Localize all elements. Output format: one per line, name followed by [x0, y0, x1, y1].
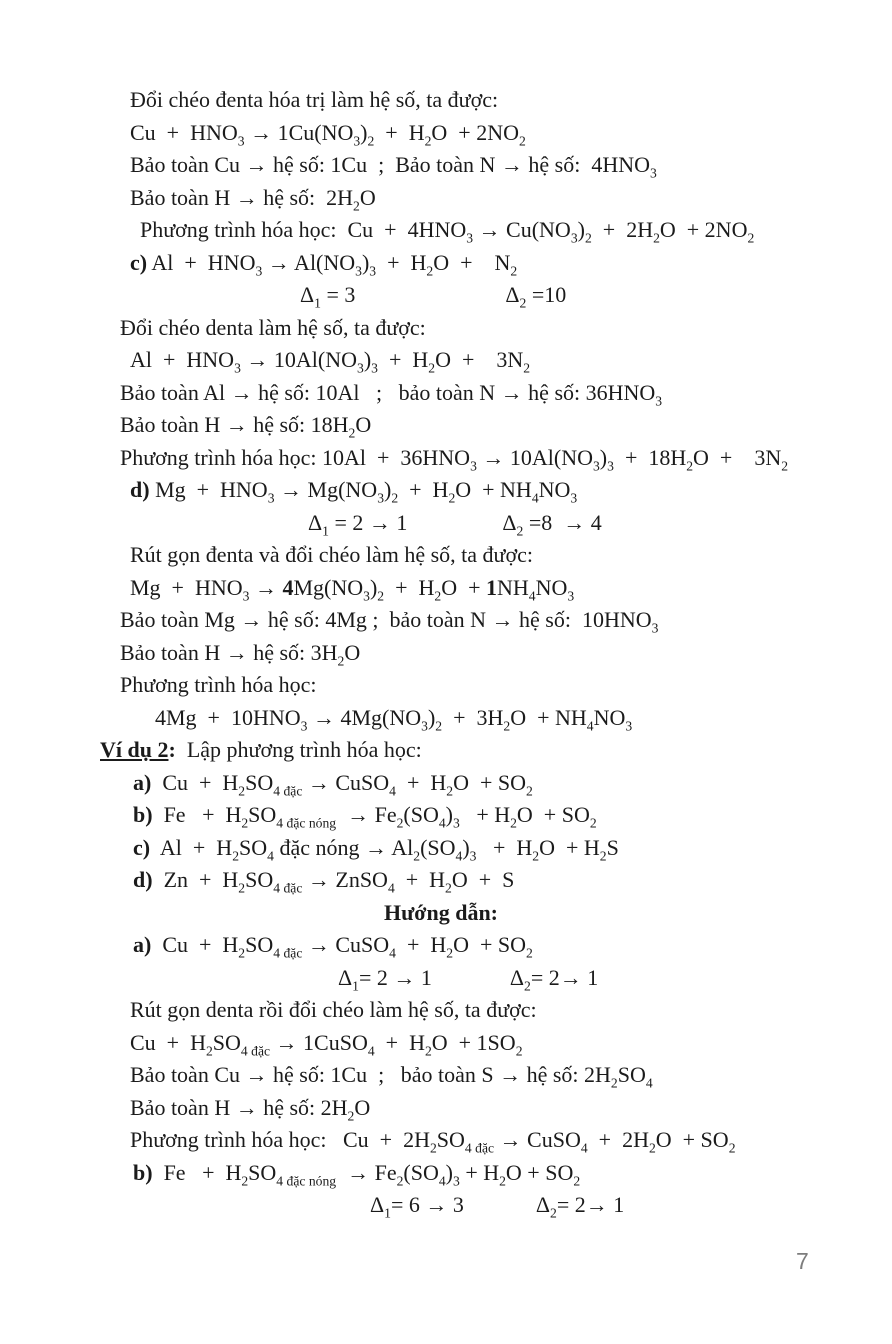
subscript-text: 2 — [516, 522, 524, 538]
text-segment: Cu + HNO — [130, 119, 238, 145]
text-segment: → CuSO — [494, 1127, 581, 1152]
subscript-text: 4 — [389, 945, 396, 961]
text-segment: Δ — [505, 282, 520, 307]
page-number: 7 — [796, 1248, 809, 1274]
text-segment: + 3H — [442, 704, 504, 730]
text-segment: → CuSO — [302, 769, 390, 795]
subscript-text: 2 — [353, 197, 360, 213]
subscript-text: 2 — [434, 587, 442, 603]
subscript-text: 4 — [389, 782, 396, 798]
subscript-text: 1 — [352, 977, 359, 993]
subscript-text: 3 — [650, 165, 657, 181]
equation-line — [133, 832, 892, 865]
text-segment: = 3 — [320, 282, 356, 307]
subscript-text: 4 — [528, 587, 536, 603]
equation-label-line — [120, 669, 892, 702]
text-segment: Bảo toàn H → hệ số: 2H — [130, 184, 354, 210]
text-segment: → Fe — [336, 1159, 397, 1185]
equation-line — [133, 1157, 892, 1190]
text-segment: NO — [593, 704, 626, 730]
subscript-text: 3 — [453, 1172, 460, 1188]
text-segment: + H — [374, 1029, 425, 1055]
subscript-text: 2 — [337, 652, 345, 668]
text-segment: SO — [436, 1127, 465, 1152]
subscript-text: 4 đặc — [240, 1042, 271, 1058]
subscript-text: 4 — [367, 1042, 375, 1058]
subscript-text: 4 — [531, 490, 539, 506]
subscript-text: 2 — [524, 977, 531, 993]
balance-line — [130, 1059, 892, 1092]
subscript-text: 2 — [241, 1172, 249, 1188]
balance-line — [130, 149, 892, 182]
text-segment: + H — [394, 867, 446, 892]
subscript-text: 1 — [314, 295, 321, 311]
text-segment: + H — [459, 1159, 500, 1185]
text-segment: Δ — [535, 1192, 551, 1217]
subscript-text: 3 — [353, 132, 361, 148]
text-segment: Cu + H — [130, 1029, 206, 1055]
text-segment: Hướng dẫn: — [383, 899, 499, 925]
text-segment: : — [168, 737, 176, 762]
equation-line — [130, 474, 892, 507]
subscript-text: 3 — [242, 587, 250, 603]
subscript-text: 2 — [205, 1042, 213, 1058]
text-segment: + H — [376, 249, 427, 275]
text-segment: + H — [395, 769, 447, 795]
text-segment: Mg + HNO — [149, 477, 268, 502]
subscript-text: 2 — [348, 425, 356, 441]
subscript-text: 3 — [355, 262, 362, 278]
balance-line — [120, 637, 892, 670]
equation-line — [133, 767, 892, 800]
text-segment: a) — [133, 769, 152, 795]
text-segment: SO — [245, 769, 274, 795]
text-segment: Phương trình hóa học: Cu + 4HNO — [140, 217, 467, 242]
subscript-text: 2 — [238, 945, 246, 961]
subscript-text: 2 — [503, 717, 511, 733]
text-segment: O + H — [539, 834, 600, 860]
text-segment: O + SO — [453, 769, 527, 795]
text-segment: O — [355, 412, 372, 437]
text-segment: Rút gọn denta rồi đổi chéo làm hệ số, ta được: — [130, 997, 537, 1022]
subscript-text: 2 — [584, 230, 592, 246]
text-segment: Δ — [338, 964, 353, 990]
text-segment: → Al(NO — [262, 249, 356, 275]
text-segment: NH — [496, 574, 529, 600]
text-segment: O + 2NO — [659, 217, 748, 242]
subscript-text: 2 — [510, 262, 518, 278]
subscript-text: 3 — [625, 717, 633, 733]
text-segment: =10 — [526, 282, 567, 307]
subscript-text: 2 — [435, 717, 443, 733]
text-segment: Phương trình hóa học: 10Al + 36HNO — [120, 444, 471, 470]
text-segment: Δ — [308, 509, 323, 535]
text-segment: ) — [361, 249, 370, 275]
text-segment: O + — [441, 574, 486, 600]
example-heading — [100, 734, 892, 767]
equation-line — [130, 344, 892, 377]
text-segment: = 2→ 1 — [556, 1192, 625, 1217]
text-segment: O + S — [451, 867, 515, 892]
balance-line — [120, 377, 892, 410]
text-segment: = 6 → 3 — [390, 1192, 464, 1217]
subscript-text: 4 — [645, 1075, 653, 1091]
subscript-text: 3 — [607, 457, 614, 473]
subscript-text: 2 — [428, 360, 436, 376]
subscript-text: 2 — [347, 1107, 355, 1123]
subscript-text: 4 đặc nóng — [276, 1172, 337, 1188]
text-segment: O + SO — [453, 932, 527, 957]
subscript-text: 4 — [455, 847, 463, 863]
text-segment: O + NH — [510, 704, 587, 730]
subscript-text: 2 — [526, 782, 533, 798]
text-segment: Fe + H — [152, 802, 242, 827]
text-segment: O + 3N — [693, 444, 782, 470]
subscript-text: 2 — [446, 945, 454, 961]
subscript-text: 2 — [424, 132, 432, 148]
text-segment: Bảo toàn Cu → hệ số: 1Cu ; Bảo toàn N → hệ số: 4HNO — [130, 152, 651, 177]
text-segment: Fe + H — [152, 1159, 242, 1185]
subscript-text: 2 — [518, 132, 526, 148]
text-segment: d) — [130, 477, 150, 502]
text-segment: NO — [535, 574, 568, 600]
delta-line — [308, 507, 892, 540]
subscript-text: 2 — [781, 457, 789, 473]
subscript-text: 2 — [653, 230, 660, 246]
subscript-text: 2 — [686, 457, 694, 473]
text-segment: Al + H — [150, 834, 233, 860]
text-segment: O — [354, 1094, 371, 1120]
equation-line — [120, 442, 892, 475]
subscript-text: 4 đặc — [273, 880, 303, 896]
text-segment: SO — [245, 867, 274, 892]
text-segment: S — [606, 834, 619, 860]
text-segment: → 1Cu(NO — [244, 119, 354, 145]
text-segment: O — [344, 639, 361, 665]
text-segment: ) — [369, 574, 378, 600]
text-segment: ) — [363, 347, 372, 372]
text-segment: Bảo toàn H → hệ số: 18H — [120, 412, 349, 437]
subscript-text: 2 — [728, 1140, 736, 1156]
balance-line — [130, 1092, 892, 1125]
text-segment: O + 1SO — [431, 1029, 516, 1055]
subscript-text: 3 — [377, 490, 384, 506]
text-segment: b) — [133, 1159, 153, 1185]
text-segment: + 2H — [591, 217, 654, 242]
text-segment: SO — [248, 802, 277, 827]
subscript-text: 2 — [238, 880, 246, 896]
subscript-text: 2 — [241, 815, 249, 831]
subscript-text: 3 — [300, 717, 308, 733]
text-segment: O + SO — [516, 802, 590, 827]
text-segment: Cu + H — [151, 769, 239, 795]
text-segment: 4 — [282, 574, 294, 600]
instruction-line — [130, 84, 892, 117]
text-segment: + H — [374, 119, 425, 145]
equation-line — [133, 929, 892, 962]
balance-line — [120, 604, 892, 637]
subscript-text: 3 — [453, 815, 460, 831]
subscript-text: 3 — [469, 847, 477, 863]
subscript-text: 2 — [424, 1042, 432, 1058]
text-segment: O + SO — [655, 1127, 729, 1152]
subscript-text: 2 — [413, 847, 421, 863]
subscript-text: 2 — [510, 815, 517, 831]
text-segment: = 2 → 1 — [328, 509, 408, 535]
text-segment: + H — [395, 932, 447, 957]
text-segment: SO — [239, 834, 268, 860]
text-segment: đặc nóng → Al — [273, 834, 414, 860]
text-segment: Al + HNO — [130, 347, 235, 372]
text-segment: O + 2NO — [431, 119, 519, 145]
text-segment: ) — [577, 217, 585, 242]
equation-line — [133, 799, 892, 832]
subscript-text: 4 — [267, 847, 274, 863]
text-segment: 4Mg + 10HNO — [155, 704, 301, 730]
text-segment: Bảo toàn Mg → hệ số: 4Mg ; bảo toàn N → hệ số: 10HNO — [120, 607, 652, 632]
subscript-text: 2 — [446, 782, 454, 798]
text-segment: Zn + H — [152, 867, 239, 892]
text-segment: Bảo toàn H → hệ số: 2H — [130, 1094, 348, 1120]
subscript-text: 4 đặc — [273, 782, 303, 798]
subscript-text: 3 — [567, 587, 575, 603]
text-segment: ) — [462, 834, 470, 860]
text-segment: Rút gọn đenta và đổi chéo làm hệ số, ta được: — [130, 542, 533, 567]
text-segment: Phương trình hóa học: — [120, 672, 317, 697]
text-segment: (SO — [420, 834, 456, 860]
subscript-text: 2 — [599, 847, 607, 863]
text-segment: =8 → 4 — [523, 509, 602, 535]
text-segment: a) — [133, 932, 152, 957]
equation-line — [133, 864, 892, 897]
equation-line — [130, 117, 892, 150]
subscript-text: 3 — [267, 490, 275, 506]
subscript-text: 3 — [466, 230, 474, 246]
subscript-text: 2 — [238, 782, 246, 798]
subscript-text: 4 đặc nóng — [276, 815, 337, 831]
subscript-text: 2 — [499, 1172, 506, 1188]
subscript-text: 2 — [526, 945, 533, 961]
instruction-line — [130, 994, 892, 1027]
text-segment: → ZnSO — [302, 867, 388, 892]
subscript-text: 4 — [438, 1172, 446, 1188]
subscript-text: 2 — [445, 880, 452, 896]
subscript-text: 2 — [523, 360, 531, 376]
equation-line — [130, 572, 892, 605]
subscript-text: 2 — [550, 1205, 557, 1221]
equation-line — [130, 247, 892, 280]
text-segment: O + SO — [505, 1159, 574, 1185]
equation-line — [130, 1124, 892, 1157]
text-segment: SO — [617, 1062, 646, 1087]
text-segment: ) — [445, 1159, 453, 1185]
subscript-text: 3 — [255, 262, 263, 278]
subscript-text: 3 — [357, 360, 364, 376]
text-segment: Δ — [300, 282, 315, 307]
subscript-text: 3 — [369, 262, 377, 278]
subscript-text: 2 — [232, 847, 239, 863]
text-segment: → 10Al(NO — [240, 347, 357, 372]
equation-line — [140, 214, 892, 247]
text-segment: = 2 → 1 — [358, 964, 432, 990]
text-segment: ) — [445, 802, 453, 827]
subscript-text: 2 — [589, 815, 597, 831]
balance-line — [130, 182, 892, 215]
text-segment: Bảo toàn Al → hệ số: 10Al ; bảo toàn N → hệ số: 36HNO — [120, 379, 656, 405]
text-segment: → 1CuSO — [270, 1029, 368, 1055]
text-segment: O + N — [433, 249, 511, 275]
subscript-text: 3 — [470, 457, 477, 473]
subscript-text: 4 đặc — [464, 1140, 495, 1156]
text-segment: ) — [384, 477, 392, 502]
subscript-text: 2 — [396, 815, 404, 831]
guide-heading — [90, 897, 792, 930]
text-segment: (SO — [403, 1159, 439, 1185]
text-segment: Lập phương trình hóa học: — [175, 737, 422, 762]
subscript-text: 1 — [322, 522, 329, 538]
text-segment: O — [359, 184, 376, 210]
subscript-text: 2 — [377, 587, 385, 603]
text-segment: Δ — [502, 509, 517, 535]
subscript-text: 2 — [391, 490, 399, 506]
subscript-text: 2 — [367, 132, 375, 148]
text-segment: → CuSO — [302, 932, 390, 957]
subscript-text: 4 — [438, 815, 446, 831]
text-segment: c) — [133, 834, 151, 860]
subscript-text: 4 đặc — [273, 945, 303, 961]
subscript-text: 3 — [363, 587, 370, 603]
subscript-text: 2 — [648, 1140, 656, 1156]
subscript-text: 2 — [429, 1140, 437, 1156]
text-segment: + H — [459, 802, 511, 827]
balance-line — [120, 409, 892, 442]
subscript-text: 3 — [570, 490, 578, 506]
text-segment: SO — [248, 1159, 277, 1185]
subscript-text: 2 — [532, 847, 540, 863]
document-text-block — [90, 84, 892, 1222]
text-segment: → 10Al(NO — [476, 444, 593, 470]
text-segment: (SO — [403, 802, 439, 827]
instruction-line — [130, 539, 892, 572]
subscript-text: 3 — [237, 132, 245, 148]
subscript-text: 2 — [573, 1172, 581, 1188]
text-segment: Mg + HNO — [130, 574, 243, 600]
text-segment: SO — [245, 932, 274, 957]
subscript-text: 2 — [448, 490, 456, 506]
text-segment: O + 3N — [435, 347, 524, 372]
equation-line — [130, 1027, 892, 1060]
text-segment: → Fe — [336, 802, 397, 827]
text-segment: + H — [398, 477, 449, 502]
text-segment: + H — [377, 347, 429, 372]
subscript-text: 3 — [234, 360, 241, 376]
text-segment: Mg(NO — [293, 574, 364, 600]
delta-line — [300, 279, 892, 312]
text-segment: 1 — [485, 574, 497, 600]
subscript-text: 3 — [371, 360, 378, 376]
text-segment: SO — [212, 1029, 241, 1055]
subscript-text: 1 — [384, 1205, 391, 1221]
text-segment: c) — [130, 249, 148, 275]
text-segment: Đổi chéo đenta hóa trị làm hệ số, ta được: — [130, 87, 499, 112]
instruction-line — [120, 312, 892, 345]
text-segment: Cu + H — [151, 932, 239, 957]
text-segment: + H — [476, 834, 533, 860]
text-segment: + H — [384, 574, 435, 600]
subscript-text: 4 — [586, 717, 594, 733]
text-segment: + 2H — [587, 1127, 649, 1152]
subscript-text: 2 — [515, 1042, 523, 1058]
subscript-text: 2 — [747, 230, 755, 246]
subscript-text: 3 — [421, 717, 428, 733]
subscript-text: 2 — [519, 295, 527, 311]
subscript-text: 4 — [387, 880, 395, 896]
text-segment: = 2→ 1 — [530, 964, 599, 990]
text-segment: → 4Mg(NO — [307, 704, 422, 730]
text-segment: Đổi chéo denta làm hệ số, ta được: — [120, 314, 426, 340]
text-segment: Phương trình hóa học: Cu + 2H — [130, 1127, 430, 1152]
text-segment: ) — [599, 444, 608, 470]
text-segment: → Mg(NO — [274, 477, 378, 502]
text-segment: + 18H — [613, 444, 687, 470]
subscript-text: 2 — [396, 1172, 404, 1188]
delta-line — [338, 962, 892, 995]
subscript-text: 3 — [570, 230, 578, 246]
subscript-text: 3 — [651, 620, 659, 636]
text-segment: → Cu(NO — [473, 217, 571, 242]
text-segment: NO — [538, 477, 571, 502]
text-segment: → — [249, 574, 283, 600]
subscript-text: 3 — [655, 392, 663, 408]
text-segment: Bảo toàn Cu → hệ số: 1Cu ; bảo toàn S → hệ số: 2H — [130, 1062, 611, 1087]
text-segment: ) — [427, 704, 436, 730]
equation-line — [155, 702, 892, 735]
text-segment: O + NH — [455, 477, 532, 502]
text-segment: Ví dụ 2 — [100, 737, 169, 762]
subscript-text: 3 — [592, 457, 600, 473]
text-segment: Al + HNO — [147, 249, 256, 275]
delta-line — [370, 1189, 892, 1222]
text-segment: Bảo toàn H → hệ số: 3H — [120, 639, 338, 665]
text-segment: ) — [360, 119, 368, 145]
subscript-text: 2 — [610, 1075, 618, 1091]
text-segment: Δ — [509, 964, 525, 990]
text-segment: Δ — [370, 1192, 385, 1217]
subscript-text: 2 — [426, 262, 434, 278]
text-segment: d) — [133, 867, 153, 892]
text-segment: b) — [133, 802, 153, 827]
subscript-text: 4 — [580, 1140, 588, 1156]
